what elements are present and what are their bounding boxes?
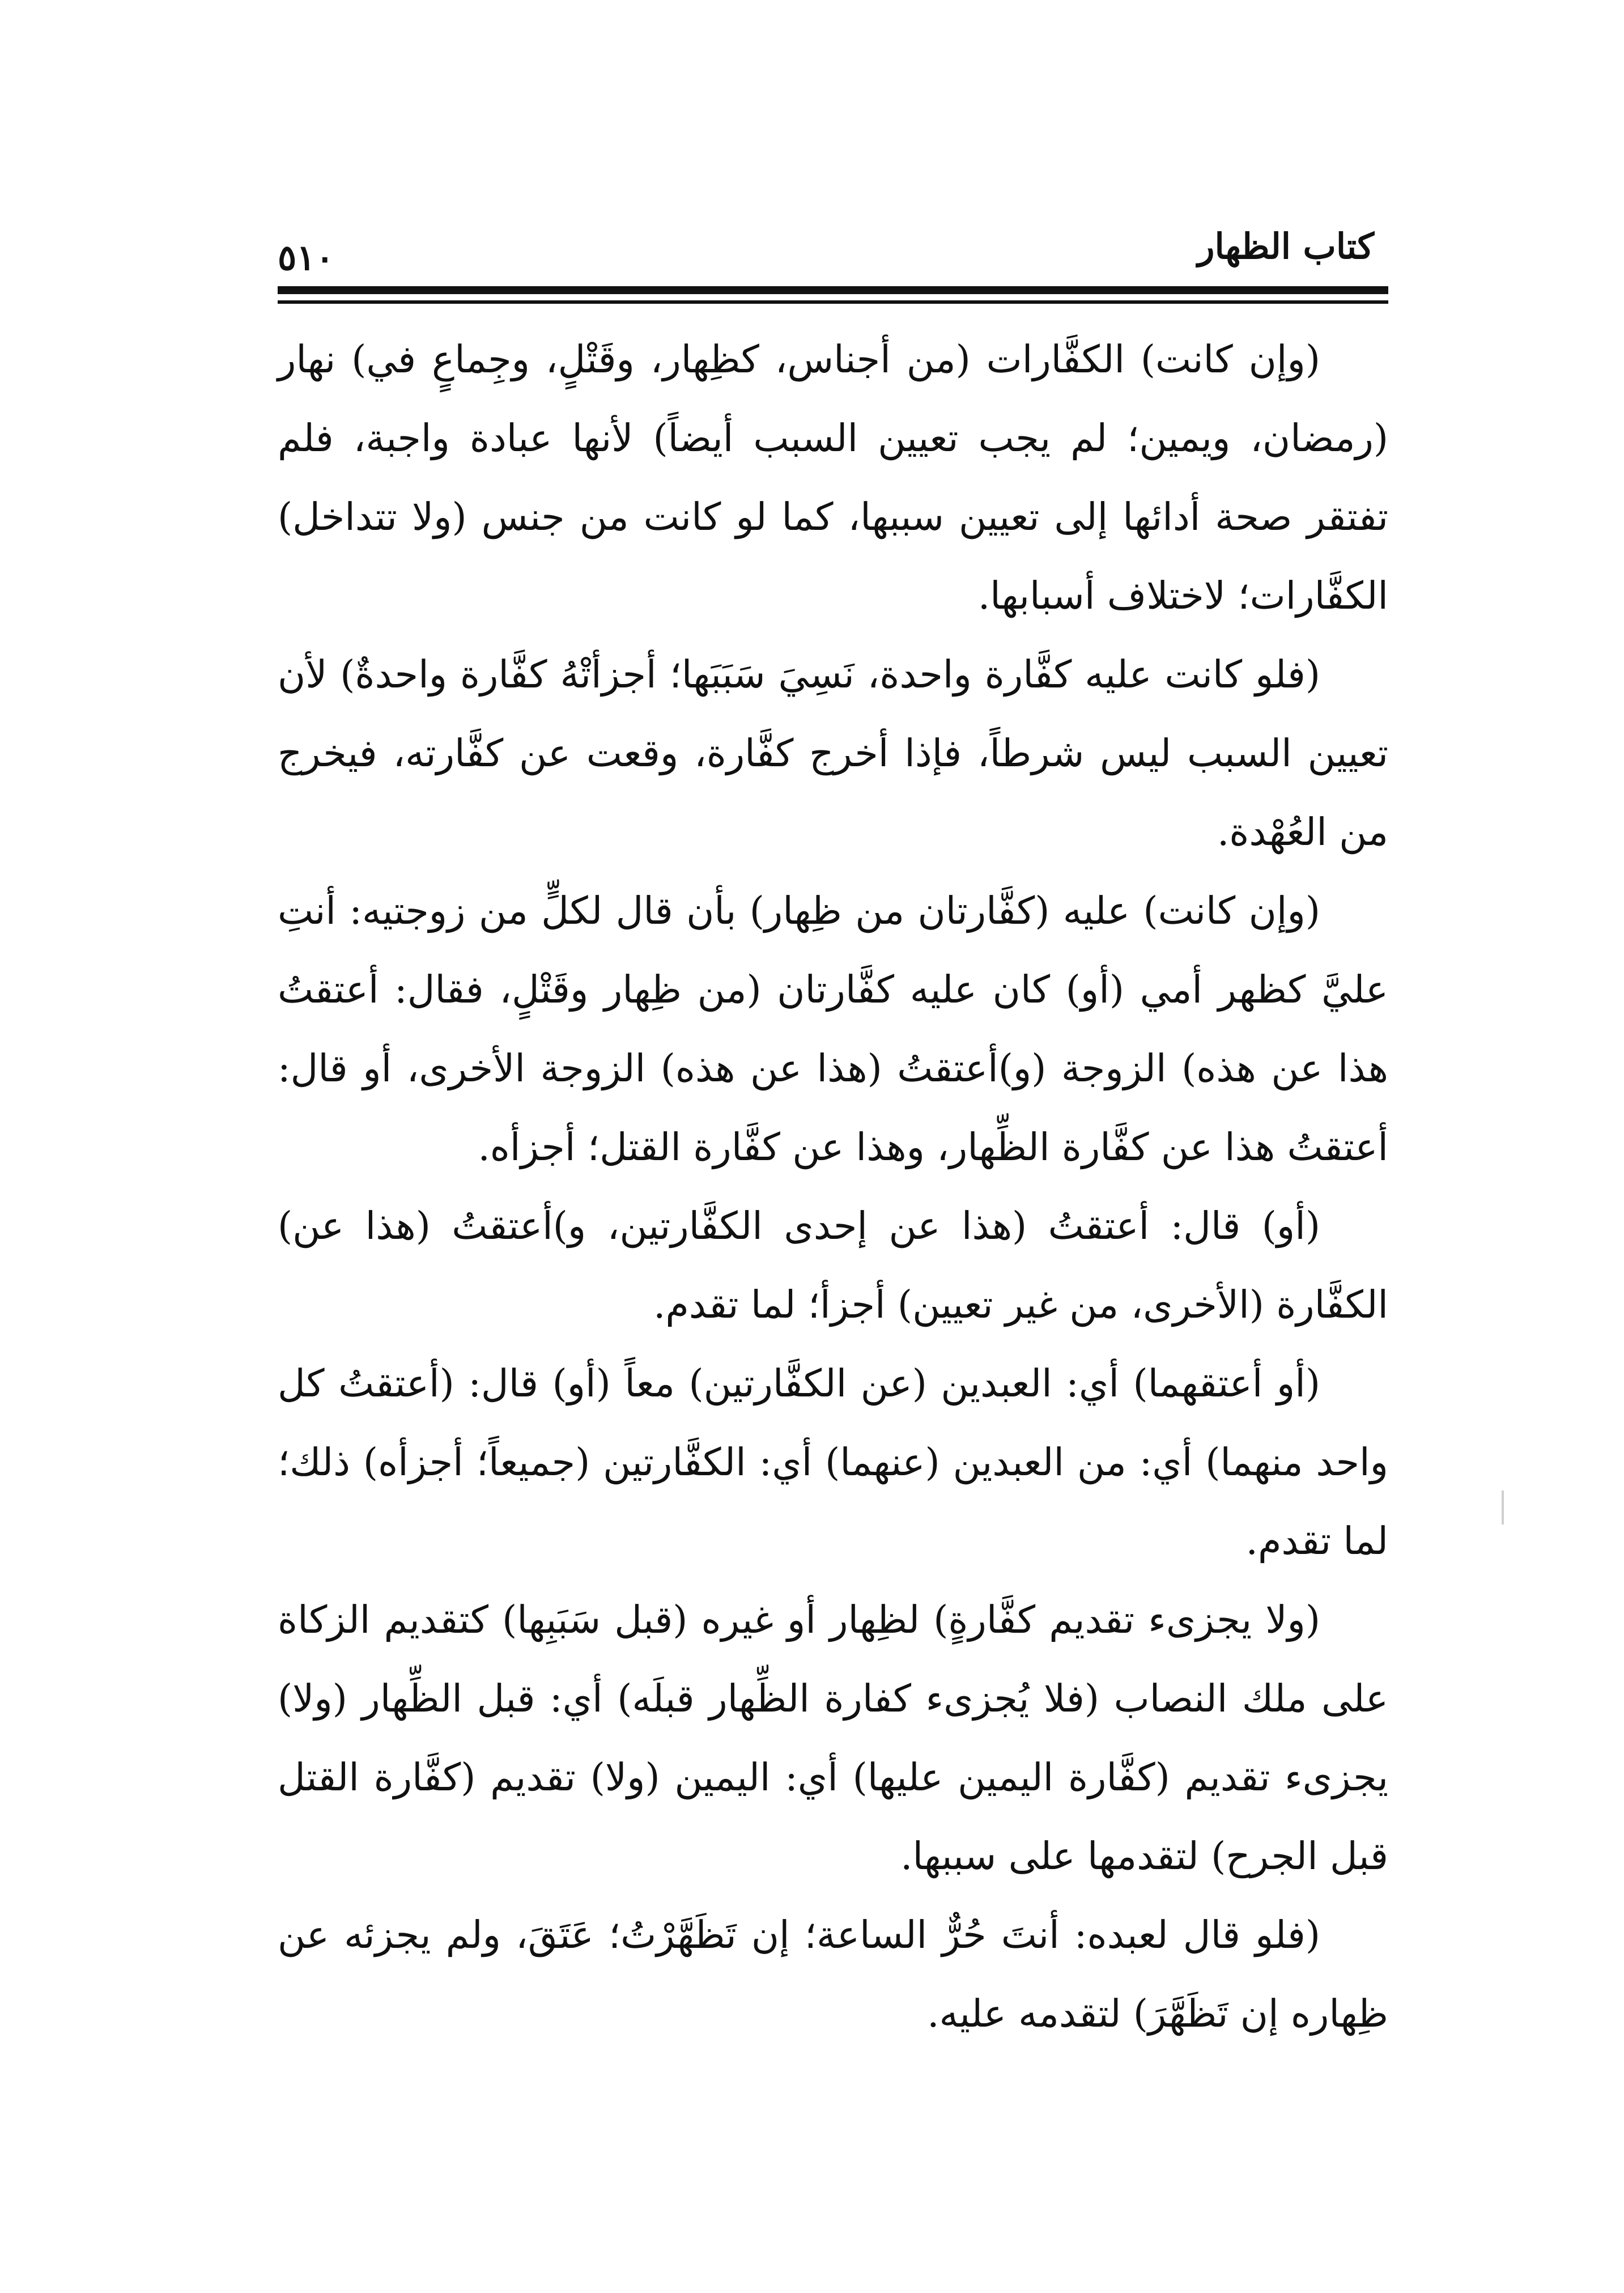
header-rule-thick — [278, 286, 1388, 294]
paragraph-5: (أو أعتقهما) أي: العبدين (عن الكفَّارتين) معاً (أو) قال: (أعتقتُ كل واحد منهما) أي: من العبدين (عنهما) أي: الكفَّارتين (جميعاً؛ أجزأه) ذلك؛ لما تقدم. — [278, 1361, 1388, 1563]
page-number: ٥١٠ — [278, 237, 334, 278]
running-header-title: كتاب الظهار — [1197, 226, 1374, 267]
paragraph-1: (وإن كانت) الكفَّارات (من أجناس، كظِهار، وقَتْلٍ، وجِماعٍ في) نهار (رمضان، ويمين؛ لم يجب تعيين السبب أيضاً) لأنها عبادة واجبة، فلم تفتقر صحة أدائها إلى تعيين سببها، كما لو كانت من جنس (ولا تتداخل) الكفَّارات؛ لاختلاف أسبابها. — [278, 337, 1388, 618]
paragraph-6: (ولا يجزىء تقديم كفَّارةٍ) لظِهار أو غيره (قبل سَبَبِها) كتقديم الزكاة على ملك النصاب (فلا يُجزىء كفارة الظِّهار قبلَه) أي: قبل الظِّهار (ولا) يجزىء تقديم (كفَّارة اليمين عليها) أي: اليمين (ولا) تقديم (كفَّارة القتل قبل الجرح) لتقدمها على سببها. — [278, 1598, 1388, 1878]
paragraph-2: (فلو كانت عليه كفَّارة واحدة، نَسِيَ سَبَبَها؛ أجزأتْهُ كفَّارة واحدةٌ) لأن تعيين السبب ليس شرطاً، فإذا أخرج كفَّارة، وقعت عن كفَّارته، فيخرج من العُهْدة. — [278, 652, 1388, 854]
paragraph-7: (فلو قال لعبده: أنتَ حُرٌّ الساعة؛ إن تَظَهَّرْتُ؛ عَتَقَ، ولم يجزئه عن ظِهاره إن تَظَهَّرَ) لتقدمه عليه. — [278, 1913, 1388, 2036]
paragraph-3: (وإن كانت) عليه (كفَّارتان من ظِهار) بأن قال لكلٍّ من زوجتيه: أنتِ عليَّ كظهر أمي (أو) كان عليه كفَّارتان (من ظِهار وقَتْلٍ، فقال: أعتقتُ هذا عن هذه) الزوجة (و)أعتقتُ (هذا عن هذه) الزوجة الأخرى، أو قال: أعتقتُ هذا عن كفَّارة الظِّهار، وهذا عن كفَّارة القتل؛ أجزأه. — [278, 889, 1388, 1169]
header-rule-thin — [278, 300, 1388, 304]
paragraph-4: (أو) قال: أعتقتُ (هذا عن إحدى الكفَّارتين، و)أعتقتُ (هذا عن) الكفَّارة (الأخرى، من غير تعيين) أجزأ؛ لما تقدم. — [278, 1204, 1388, 1327]
margin-scan-mark — [1502, 1491, 1504, 1525]
body-text — [278, 320, 1388, 2053]
